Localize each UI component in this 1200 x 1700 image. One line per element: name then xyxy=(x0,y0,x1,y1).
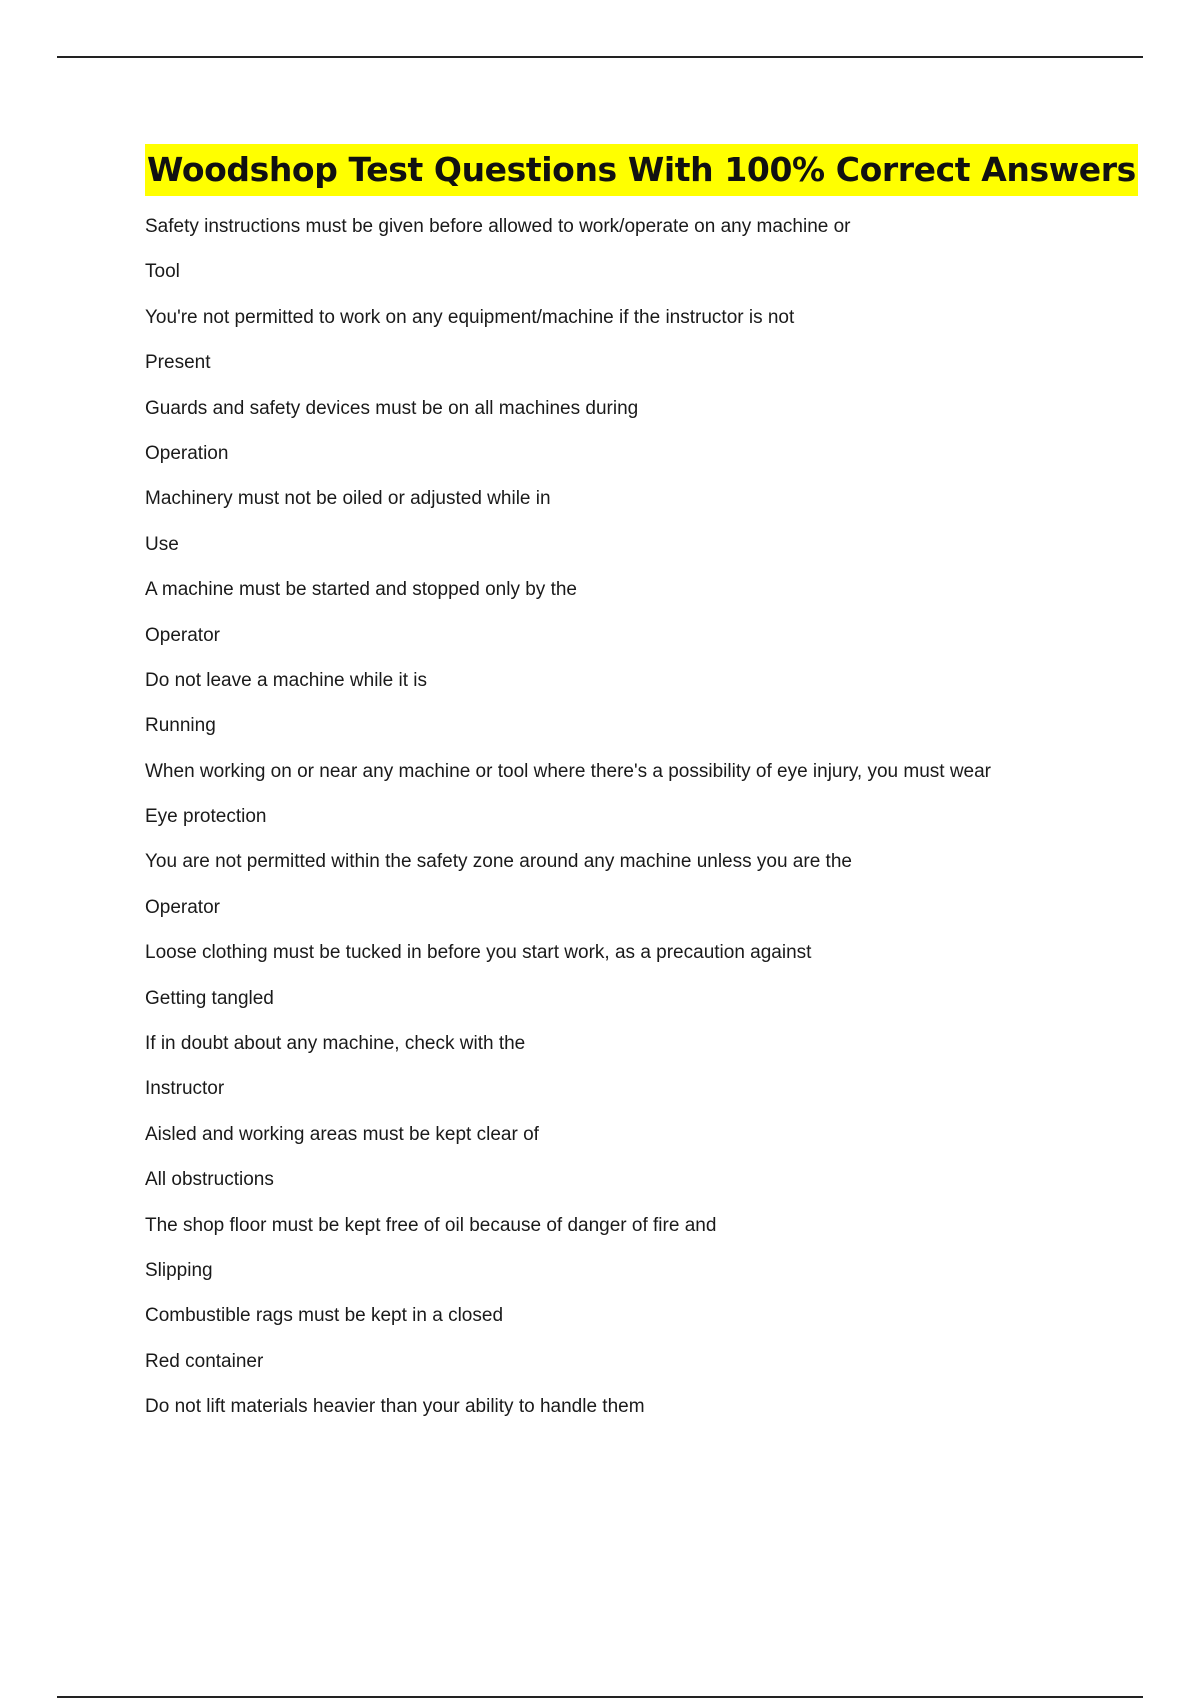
answer-line: Getting tangled xyxy=(145,987,274,1009)
question-line: Loose clothing must be tucked in before you start work, as a precaution against xyxy=(145,942,812,964)
document-title: Woodshop Test Questions With 100% Correct Answers xyxy=(145,144,1138,196)
question-line: Do not lift materials heavier than your ability to handle them xyxy=(145,1396,645,1418)
question-line: Machinery must not be oiled or adjusted while in xyxy=(145,488,551,510)
answer-line: Operation xyxy=(145,442,229,464)
footer-rule xyxy=(57,1696,1143,1698)
question-line: You are not permitted within the safety zone around any machine unless you are the xyxy=(145,851,852,873)
answer-line: Operator xyxy=(145,624,220,646)
question-line: If in doubt about any machine, check with the xyxy=(145,1033,526,1055)
question-line: When working on or near any machine or tool where there's a possibility of eye injury, you must wear xyxy=(145,760,992,782)
answer-line: Tool xyxy=(145,261,180,283)
answer-line: Use xyxy=(145,533,179,555)
question-line: A machine must be started and stopped only by the xyxy=(145,579,577,601)
question-line: The shop floor must be kept free of oil because of danger of fire and xyxy=(145,1214,717,1236)
answer-line: Operator xyxy=(145,896,220,918)
question-line: You're not permitted to work on any equipment/machine if the instructor is not xyxy=(145,306,795,328)
answer-line: Present xyxy=(145,352,211,374)
header-rule xyxy=(57,56,1143,58)
question-line: Do not leave a machine while it is xyxy=(145,669,427,691)
answer-line: Instructor xyxy=(145,1078,225,1100)
answer-line: Eye protection xyxy=(145,806,267,828)
document-body xyxy=(145,144,1136,1430)
answer-line: Running xyxy=(145,715,216,737)
qa-list xyxy=(145,204,1075,1430)
answer-line: Slipping xyxy=(145,1259,213,1281)
question-line: Guards and safety devices must be on all machines during xyxy=(145,397,639,419)
question-line: Combustible rags must be kept in a closed xyxy=(145,1305,504,1327)
answer-line: Red container xyxy=(145,1350,264,1372)
answer-line: All obstructions xyxy=(145,1169,274,1191)
question-line: Aisled and working areas must be kept clear of xyxy=(145,1123,539,1145)
question-line: Safety instructions must be given before allowed to work/operate on any machine or xyxy=(145,216,851,237)
